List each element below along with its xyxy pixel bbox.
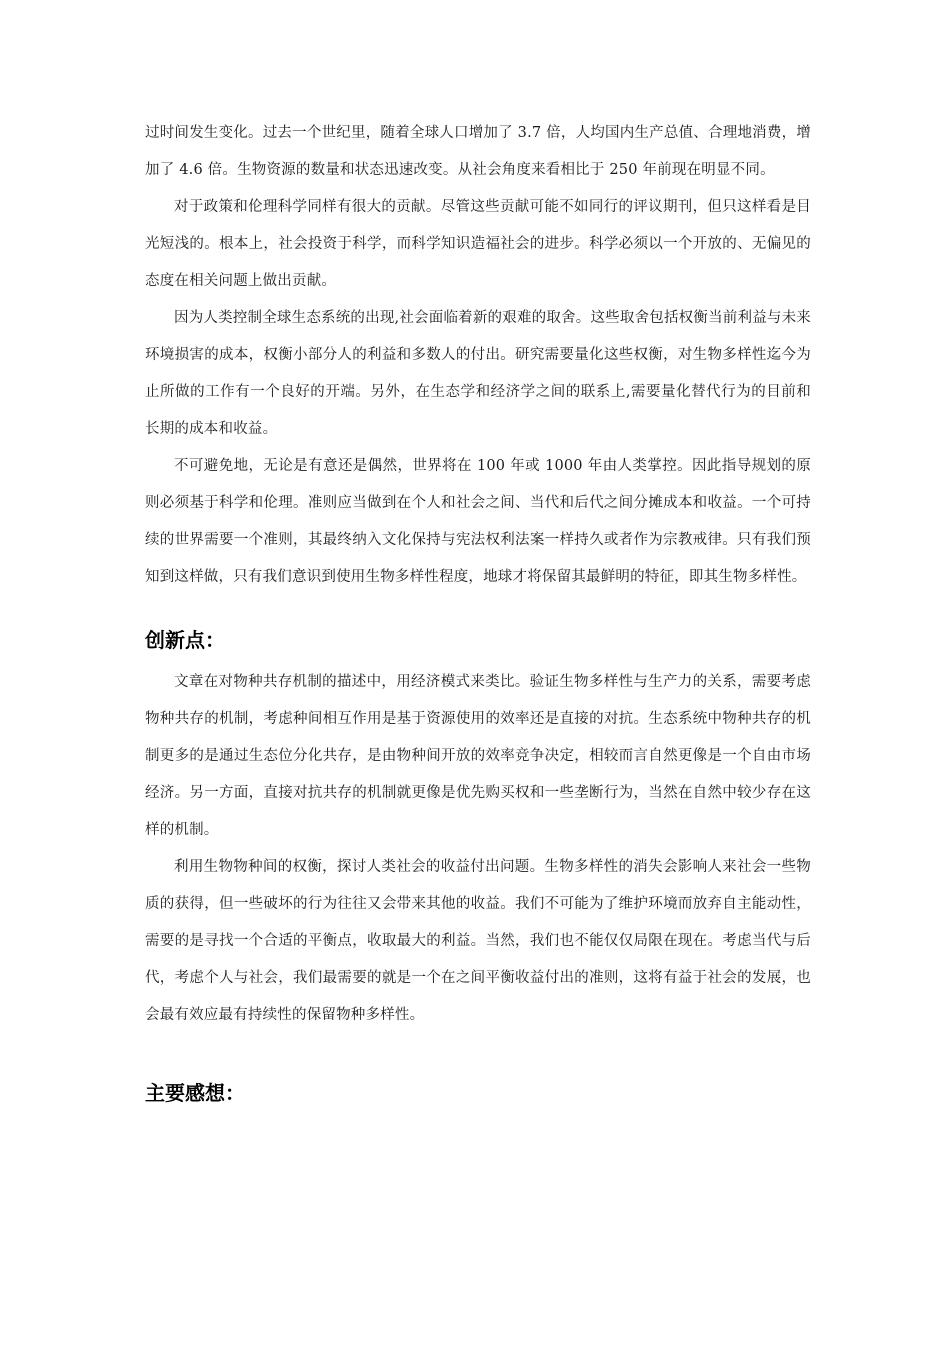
body-paragraph-3: 因为人类控制全球生态系统的出现,社会面临着新的艰难的取舍。这些取舍包括权衡当前利益与未来环境损害的成本，权衡小部分人的利益和多数人的付出。研究需要量化这些权衡，对生物多样性迄今为止所做的工作有一个良好的开端。另外，在生态学和经济学之间的联系上,需要量化替代行为的目前和长期的成本和收益。 [145, 310, 811, 437]
body-paragraph-1: 过时间发生变化。过去一个世纪里，随着全球人口增加了 3.7 倍，人均国内生产总值、合理地消费，增加了 4.6 倍。生物资源的数量和状态迅速改变。从社会角度来看相比于 250 年前现在明显不同。 [145, 125, 811, 178]
body-paragraph-2: 对于政策和伦理科学同样有很大的贡献。尽管这些贡献可能不如同行的评议期刊，但只这样看是目光短浅的。根本上，社会投资于科学，而科学知识造福社会的进步。科学必须以一个开放的、无偏见的态度在相关问题上做出贡献。 [145, 199, 811, 289]
body-paragraph-4: 不可避免地，无论是有意还是偶然，世界将在 100 年或 1000 年由人类掌控。因此指导规划的原则必须基于科学和伦理。准则应当做到在个人和社会之间、当代和后代之间分摊成本和收益。一个可持续的世界需要一个准则，其最终纳入文化保持与宪法权利法案一样持久或者作为宗教戒律。只有我们预知到这样做，只有我们意识到使用生物多样性程度，地球才将保留其最鲜明的特征，即其生物多样性。 [145, 458, 811, 585]
section-heading-innovation: 创新点： [145, 628, 225, 652]
innovation-paragraph-2: 利用生物物种间的权衡，探讨人类社会的收益付出问题。生物多样性的消失会影响人来社会一些物质的获得，但一些破坏的行为往往又会带来其他的收益。我们不可能为了维护环境而放弃自主能动性，需要的是寻找一个合适的平衡点，收取最大的利益。当然，我们也不能仅仅局限在现在。考虑当代与后代，考虑个人与社会，我们最需要的就是一个在之间平衡收益付出的准则，这将有益于社会的发展，也会最有效应最有持续性的保留物种多样性。 [145, 859, 811, 1023]
section-heading-thoughts: 主要感想： [145, 1081, 245, 1105]
document-page [145, 115, 811, 1107]
innovation-paragraph-1: 文章在对物种共存机制的描述中，用经济模式来类比。验证生物多样性与生产力的关系，需要考虑物种共存的机制，考虑种间相互作用是基于资源使用的效率还是直接的对抗。生态系统中物种共存的机制更多的是通过生态位分化共存，是由物种间开放的效率竞争决定，相较而言自然更像是一个自由市场经济。另一方面，直接对抗共存的机制就更像是优先购买权和一些垄断行为，当然在自然中较少存在这样的机制。 [145, 674, 811, 838]
